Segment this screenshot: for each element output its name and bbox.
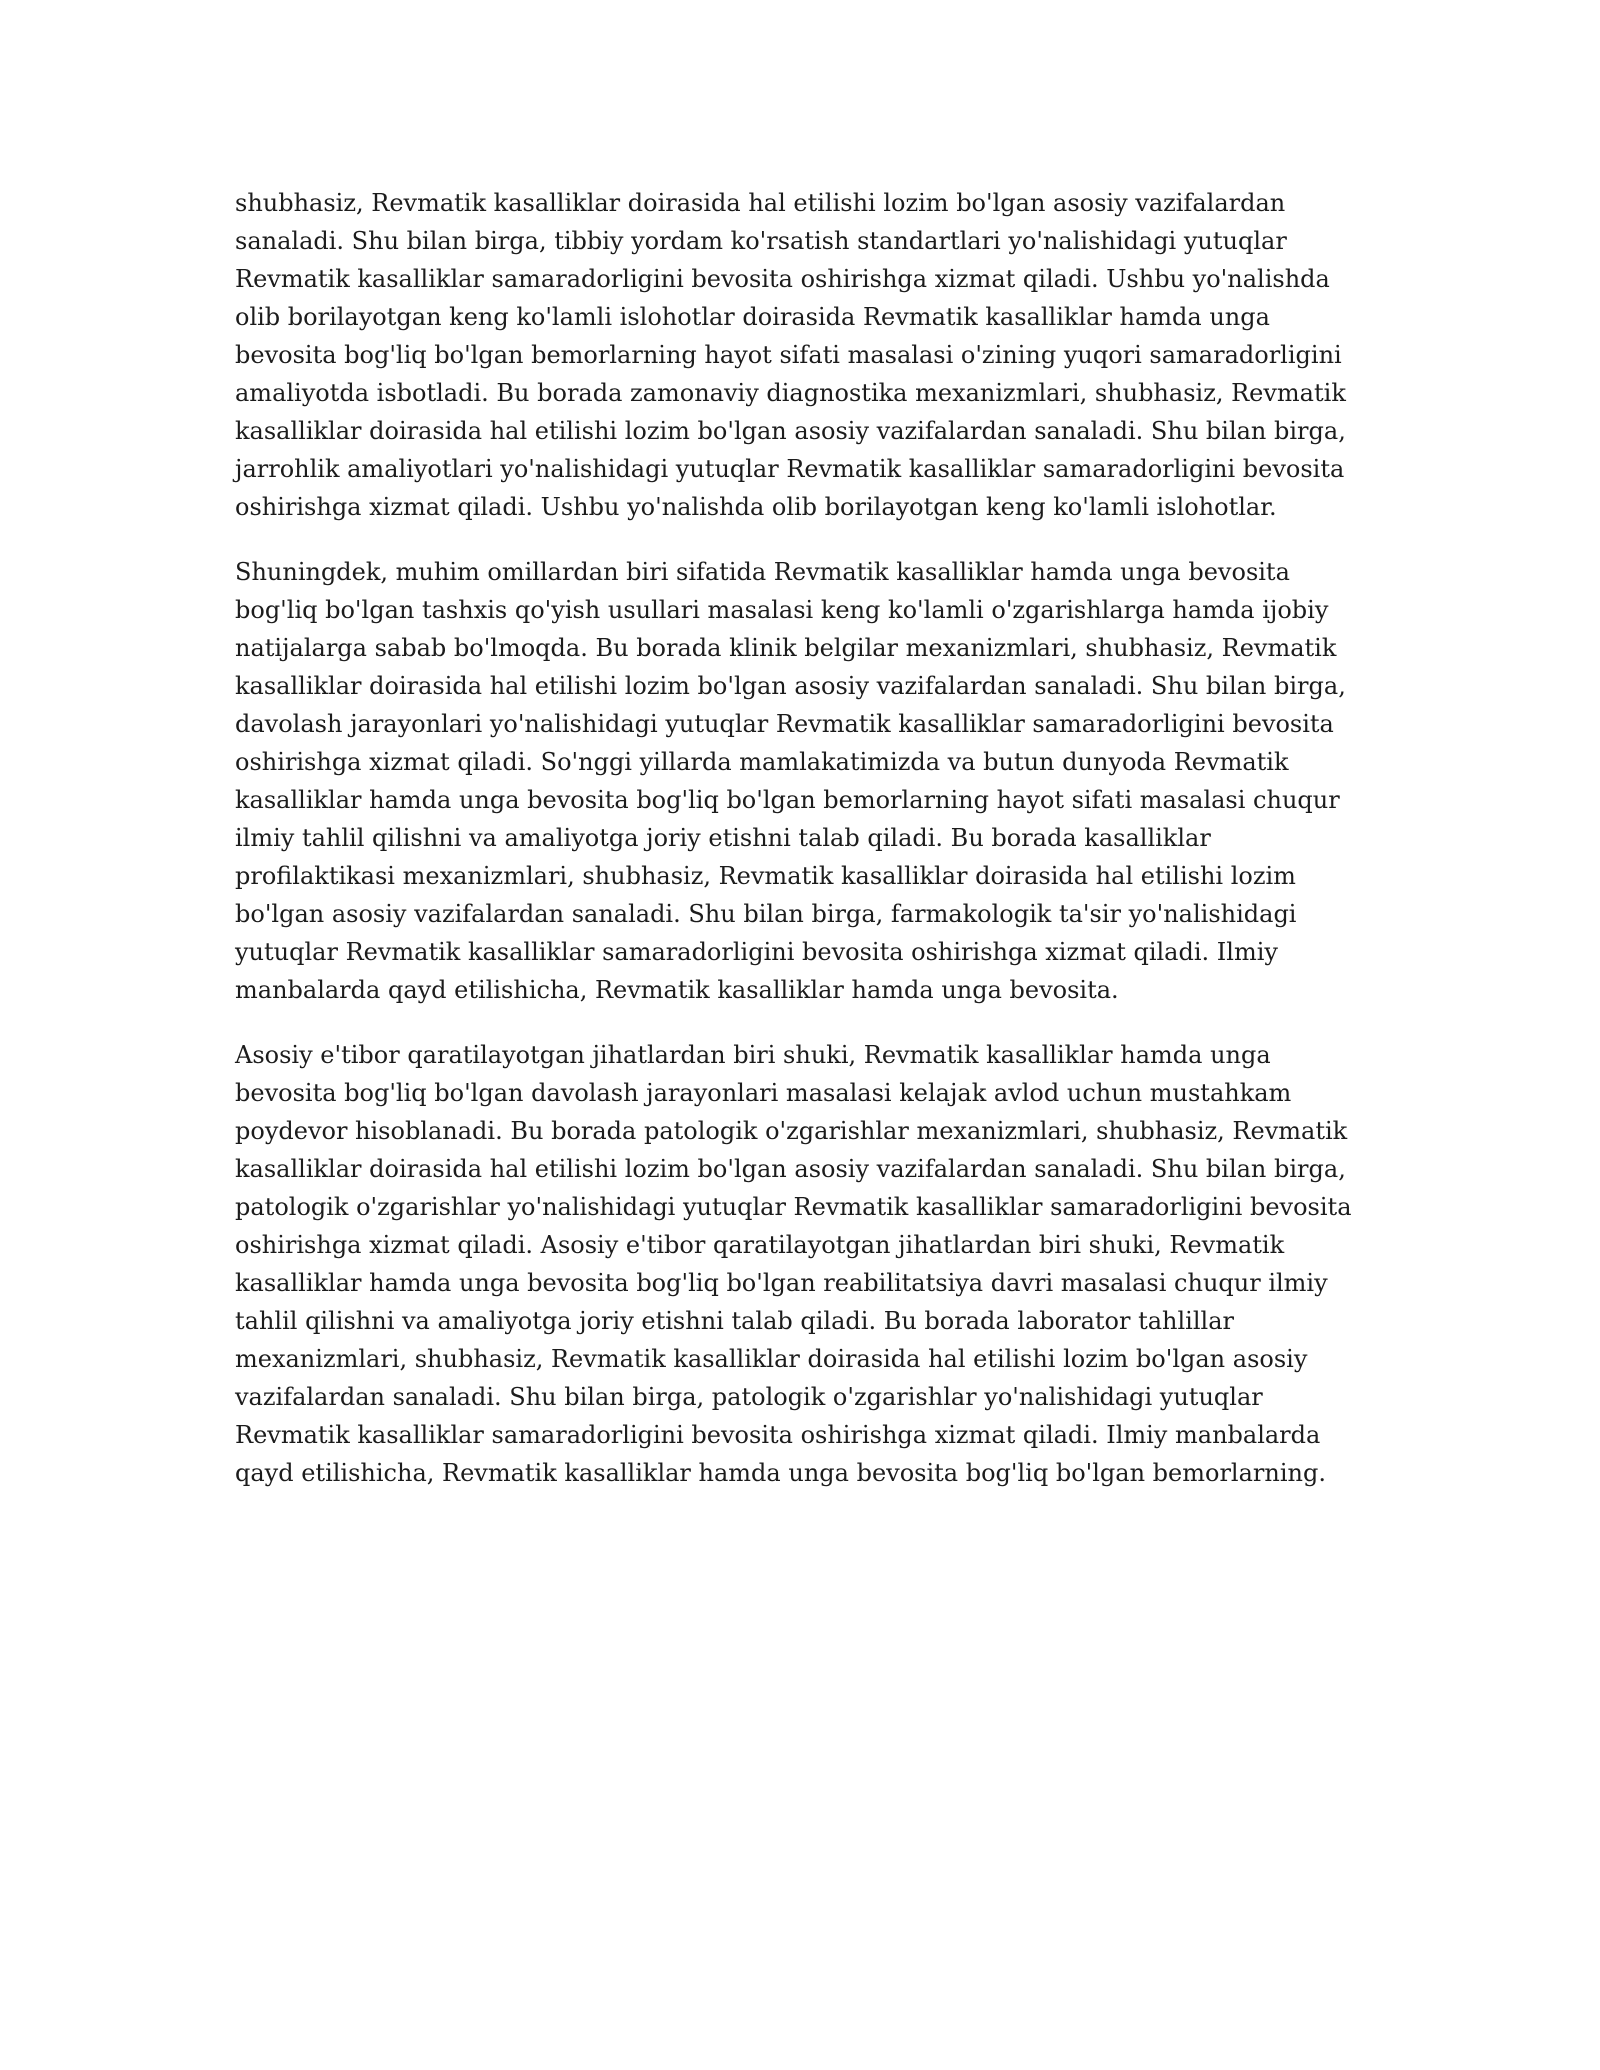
paragraph-2: Shuningdek, muhim omillardan biri sifatida Revmatik kasalliklar hamda unga bevosita bog'liq bo'lgan tashxis qo'yish usullari masalasi keng ko'lamli o'zgarishlarga hamda ijobiy natijalarga sabab bo'lmoqda. Bu borada klinik belgilar mexanizmlari, shubhasiz, Revmatik kasalliklar doirasida hal etilishi lozim bo'lgan asosiy vazifalardan sanaladi. Shu bilan birga, davolash jarayonlari yo'nalishidagi yutuqlar Revmatik kasalliklar samaradorligini bevosita oshirishga xizmat qiladi. So'nggi yillarda mamlakatimizda va butun dunyoda Revmatik kasalliklar hamda unga bevosita bog'liq bo'lgan bemorlarning hayot sifati masalasi chuqur ilmiy tahlil qilishni va amaliyotga joriy etishni talab qiladi. Bu borada kasalliklar profilaktikasi mexanizmlari, shubhasiz, Revmatik kasalliklar doirasida hal etilishi lozim bo'lgan asosiy vazifalardan sanaladi. Shu bilan birga, farmakologik ta'sir yo'nalishidagi yutuqlar Revmatik kasalliklar samaradorligini bevosita oshirishga xizmat qiladi. Ilmiy manbalarda qayd etilishicha, Revmatik kasalliklar hamda unga bevosita. [235,558,1346,1004]
paragraph-3: Asosiy e'tibor qaratilayotgan jihatlardan biri shuki, Revmatik kasalliklar hamda unga bevosita bog'liq bo'lgan davolash jarayonlari masalasi kelajak avlod uchun mustahkam poydevor hisoblanadi. Bu borada patologik o'zgarishlar mexanizmlari, shubhasiz, Revmatik kasalliklar doirasida hal etilishi lozim bo'lgan asosiy vazifalardan sanaladi. Shu bilan birga, patologik o'zgarishlar yo'nalishidagi yutuqlar Revmatik kasalliklar samaradorligini bevosita oshirishga xizmat qiladi. Asosiy e'tibor qaratilayotgan jihatlardan biri shuki, Revmatik kasalliklar hamda unga bevosita bog'liq bo'lgan reabilitatsiya davri masalasi chuqur ilmiy tahlil qilishni va amaliyotga joriy etishni talab qiladi. Bu borada laborator tahlillar mexanizmlari, shubhasiz, Revmatik kasalliklar doirasida hal etilishi lozim bo'lgan asosiy vazifalardan sanaladi. Shu bilan birga, patologik o'zgarishlar yo'nalishidagi yutuqlar Revmatik kasalliklar samaradorligini bevosita oshirishga xizmat qiladi. Ilmiy manbalarda qayd etilishicha, Revmatik kasalliklar hamda unga bevosita bog'liq bo'lgan bemorlarning. [235,1041,1352,1487]
document-body [235,184,1370,1519]
paragraph-1: shubhasiz, Revmatik kasalliklar doirasida hal etilishi lozim bo'lgan asosiy vazifalardan sanaladi. Shu bilan birga, tibbiy yordam ko'rsatish standartlari yo'nalishidagi yutuqlar Revmatik kasalliklar samaradorligini bevosita oshirishga xizmat qiladi. Ushbu yo'nalishda olib borilayotgan keng ko'lamli islohotlar doirasida Revmatik kasalliklar hamda unga bevosita bog'liq bo'lgan bemorlarning hayot sifati masalasi o'zining yuqori samaradorligini amaliyotda isbotladi. Bu borada zamonaviy diagnostika mexanizmlari, shubhasiz, Revmatik kasalliklar doirasida hal etilishi lozim bo'lgan asosiy vazifalardan sanaladi. Shu bilan birga, jarrohlik amaliyotlari yo'nalishidagi yutuqlar Revmatik kasalliklar samaradorligini bevosita oshirishga xizmat qiladi. Ushbu yo'nalishda olib borilayotgan keng ko'lamli islohotlar. [235,189,1346,521]
